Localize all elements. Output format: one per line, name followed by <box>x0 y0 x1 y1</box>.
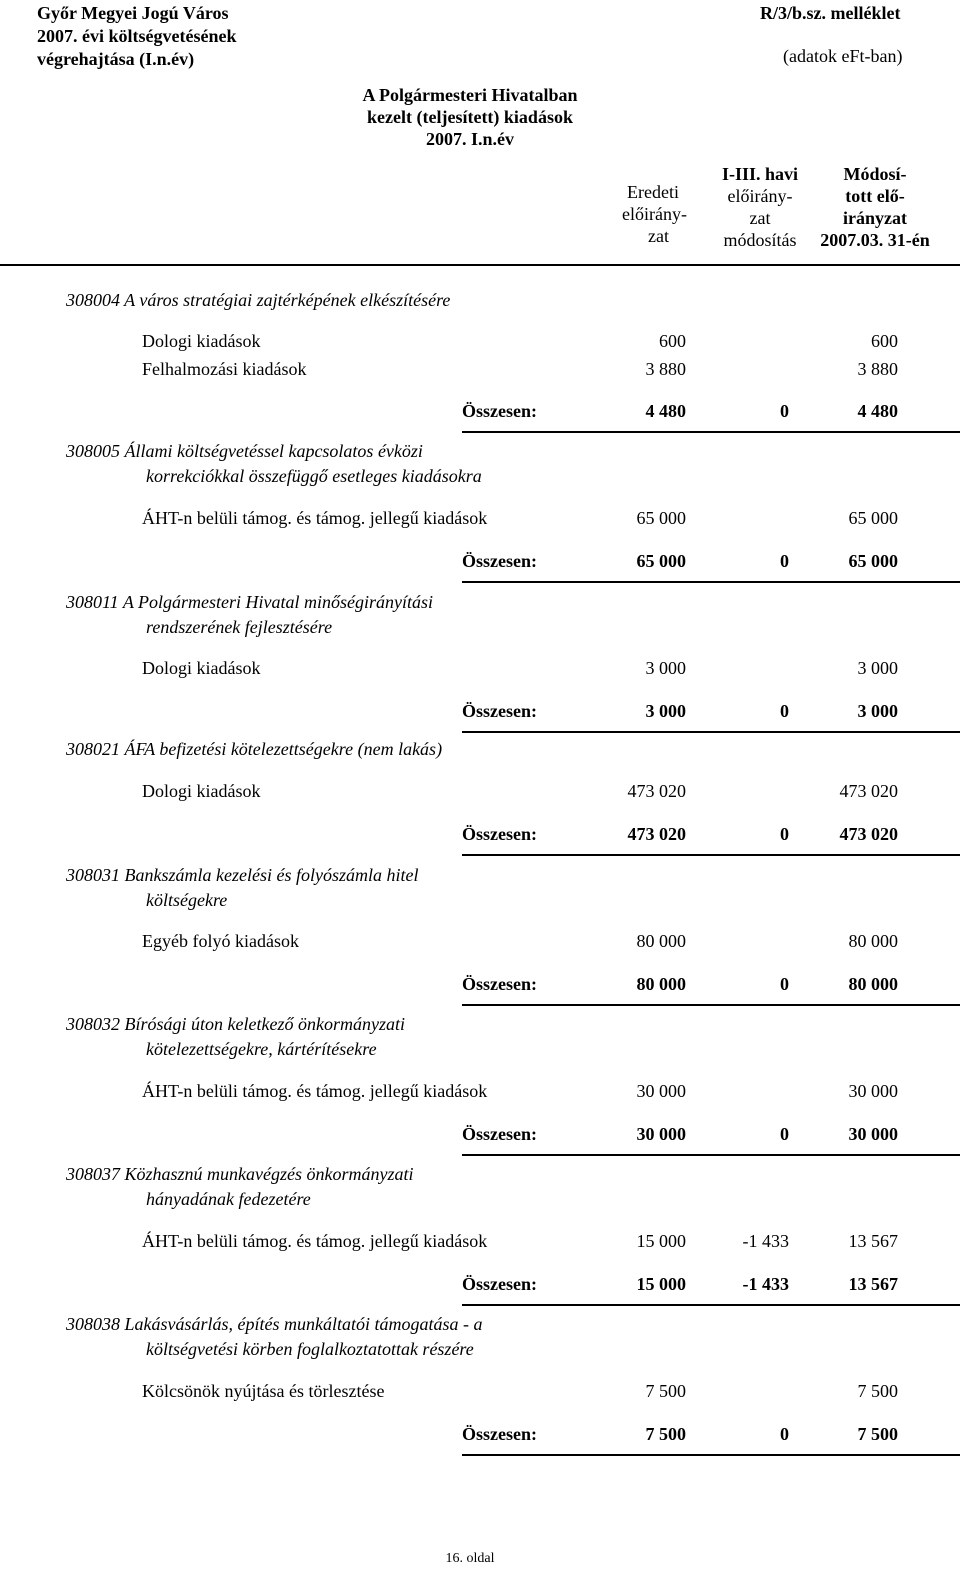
total-modification-value: 0 <box>780 974 789 994</box>
execution-title: végrehajtása (I.n.év) <box>37 49 195 69</box>
unit-label: (adatok eFt-ban) <box>783 46 903 66</box>
col3-line4: 2007.03. 31-én <box>820 230 930 250</box>
subtitle-line-3: 2007. I.n.év <box>425 129 514 149</box>
row-modified-value: 600 <box>871 331 898 351</box>
section-title: rendszerének fejlesztésére <box>146 617 333 637</box>
total-modification-value: 0 <box>780 701 789 721</box>
total-rule <box>462 431 960 433</box>
total-modification-value: -1 433 <box>742 1274 789 1294</box>
total-original-value: 30 000 <box>636 1124 686 1144</box>
total-modification-value: 0 <box>780 1124 789 1144</box>
row-modified-value: 3 000 <box>857 658 898 678</box>
total-modified-value: 13 567 <box>848 1274 898 1294</box>
row-label: Dologi kiadások <box>142 658 261 678</box>
row-original-value: 473 020 <box>627 781 686 801</box>
row-label: Kölcsönök nyújtása és törlesztése <box>142 1381 385 1401</box>
subtitle-line-2: kezelt (teljesített) kiadások <box>367 107 573 127</box>
section-title: 308038 Lakásvásárlás, építés munkáltatói támogatása - a <box>66 1314 483 1334</box>
total-modified-value: 80 000 <box>848 974 898 994</box>
row-original-value: 3 000 <box>645 658 686 678</box>
column-header-modified <box>805 163 945 251</box>
row-label: Dologi kiadások <box>142 331 261 351</box>
section-title: 308011 A Polgármesteri Hivatal minőségirányítási <box>66 592 433 612</box>
row-original-value: 30 000 <box>636 1081 686 1101</box>
total-modified-value: 7 500 <box>857 1424 898 1444</box>
row-original-value: 80 000 <box>636 931 686 951</box>
total-label: Összesen: <box>462 701 537 721</box>
total-original-value: 3 000 <box>645 701 686 721</box>
row-original-value: 65 000 <box>636 508 686 528</box>
section-title: 308032 Bírósági úton keletkező önkormányzati <box>66 1014 405 1034</box>
section-title: költségvetési körben foglalkoztatottak részére <box>146 1339 474 1359</box>
total-modified-value: 65 000 <box>848 551 898 571</box>
total-original-value: 4 480 <box>645 401 686 421</box>
total-modification-value: 0 <box>780 1424 789 1444</box>
total-modification-value: 0 <box>780 824 789 844</box>
section-title: 308031 Bankszámla kezelési és folyószámla hitel <box>66 865 419 885</box>
column-header-modification <box>705 163 815 251</box>
row-modified-value: 473 020 <box>839 781 898 801</box>
total-original-value: 65 000 <box>636 551 686 571</box>
total-modified-value: 3 000 <box>857 701 898 721</box>
total-label: Összesen: <box>462 1274 537 1294</box>
section-title: 308004 A város stratégiai zajtérképének elkészítésére <box>66 290 451 310</box>
col3-line2: tott elő- <box>845 186 905 206</box>
header-rule <box>0 264 960 266</box>
row-original-value: 600 <box>659 331 686 351</box>
row-modified-value: 65 000 <box>848 508 898 528</box>
subtitle-line-1: A Polgármesteri Hivatalban <box>362 85 578 105</box>
row-original-value: 15 000 <box>636 1231 686 1251</box>
row-label: Felhalmozási kiadások <box>142 359 307 379</box>
col2-line2: előirány- <box>727 186 793 206</box>
row-modified-value: 3 880 <box>857 359 898 379</box>
total-original-value: 7 500 <box>645 1424 686 1444</box>
total-label: Összesen: <box>462 824 537 844</box>
col2-line3: zat <box>749 208 771 228</box>
row-label: ÁHT-n belüli támog. és támog. jellegű kiadások <box>142 1231 488 1251</box>
total-modification-value: 0 <box>780 551 789 571</box>
section-title: 308021 ÁFA befizetési kötelezettségekre (nem lakás) <box>66 739 443 759</box>
col2-line4: módosítás <box>723 230 797 250</box>
total-rule <box>462 731 960 733</box>
total-rule <box>462 1004 960 1006</box>
total-modified-value: 4 480 <box>857 401 898 421</box>
total-original-value: 15 000 <box>636 1274 686 1294</box>
col3-line1: Módosí- <box>843 164 907 184</box>
row-modified-value: 7 500 <box>857 1381 898 1401</box>
total-label: Összesen: <box>462 551 537 571</box>
section-title: korrekciókkal összefüggő esetleges kiadásokra <box>146 466 482 486</box>
col2-line1: I-III. havi <box>721 164 799 184</box>
total-rule <box>462 581 960 583</box>
total-modification-value: 0 <box>780 401 789 421</box>
row-modified-value: 13 567 <box>848 1231 898 1251</box>
section-title: hányadának fedezetére <box>146 1189 311 1209</box>
section-title: kötelezettségekre, kártérítésekre <box>146 1039 377 1059</box>
row-modified-value: 30 000 <box>848 1081 898 1101</box>
total-rule <box>462 1304 960 1306</box>
total-modified-value: 473 020 <box>839 824 898 844</box>
total-modified-value: 30 000 <box>848 1124 898 1144</box>
section-title: 308005 Állami költségvetéssel kapcsolatos évközi <box>66 441 423 461</box>
row-label: ÁHT-n belüli támog. és támog. jellegű kiadások <box>142 1081 488 1101</box>
col1-line3: zat <box>648 226 669 246</box>
total-original-value: 80 000 <box>636 974 686 994</box>
total-label: Összesen: <box>462 974 537 994</box>
section-title: 308037 Közhasznú munkavégzés önkormányzati <box>66 1164 414 1184</box>
appendix-label: R/3/b.sz. melléklet <box>760 3 901 23</box>
row-modified-value: 80 000 <box>848 931 898 951</box>
total-label: Összesen: <box>462 1424 537 1444</box>
total-label: Összesen: <box>462 1124 537 1144</box>
row-modification-value: -1 433 <box>742 1231 789 1251</box>
total-rule <box>462 1154 960 1156</box>
city-title: Győr Megyei Jogú Város <box>37 3 229 23</box>
total-original-value: 473 020 <box>627 824 686 844</box>
section-title: költségekre <box>146 890 228 910</box>
row-label: Egyéb folyó kiadások <box>142 931 299 951</box>
total-rule <box>462 1454 960 1456</box>
page-number: 16. oldal <box>445 1551 495 1566</box>
col3-line3: irányzat <box>843 208 907 228</box>
total-rule <box>462 854 960 856</box>
row-label: Dologi kiadások <box>142 781 261 801</box>
col1-line2: előirány- <box>622 204 687 224</box>
total-label: Összesen: <box>462 401 537 421</box>
budget-title: 2007. évi költségvetésének <box>37 26 237 46</box>
row-label: ÁHT-n belüli támog. és támog. jellegű kiadások <box>142 508 488 528</box>
col1-line1: Eredeti <box>627 182 679 202</box>
row-original-value: 3 880 <box>645 359 686 379</box>
row-original-value: 7 500 <box>645 1381 686 1401</box>
